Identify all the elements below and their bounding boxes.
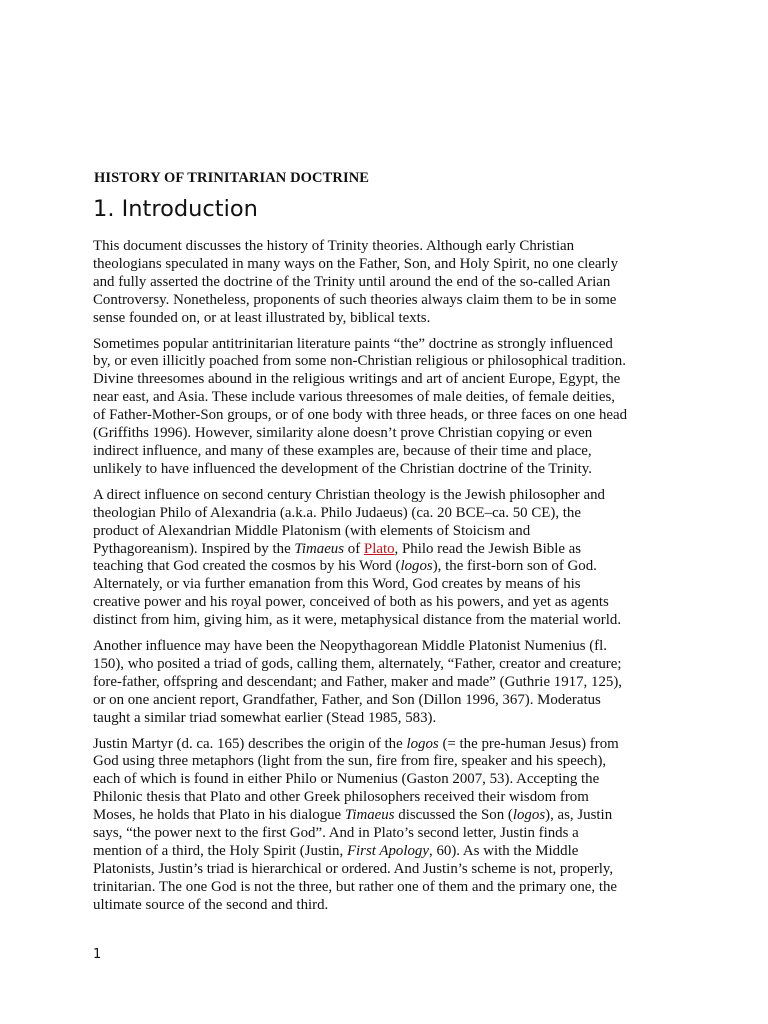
text-line: says, “the power next to the first God”. And in Plato’s second letter, Justin finds a <box>93 825 579 842</box>
text-line: ultimate source of the second and third. <box>93 896 329 913</box>
paragraph-1 <box>93 238 683 328</box>
text-line: or on one ancient report, Grandfather, Father, and Son (Dillon 1996, 367). Moderatus <box>93 691 601 708</box>
text-line <box>93 843 683 861</box>
text-line: This document discusses the history of Trinity theories. Although early Christian <box>93 238 575 254</box>
document-title: HISTORY OF TRINITARIAN DOCTRINE <box>94 170 370 186</box>
text-line <box>93 558 683 576</box>
text-line: sense founded on, or at least illustrated by, biblical texts. <box>93 309 431 326</box>
text-run: Justin Martyr (d. ca. 165) describes the origin of the <box>93 735 407 752</box>
text-line <box>93 736 683 754</box>
text-line: and fully asserted the doctrine of the Trinity until around the end of the so-called Arian <box>93 273 611 290</box>
text-run: Pythagoreanism). Inspired by the <box>93 540 295 557</box>
text-run: (= the pre-human Jesus) from <box>438 735 619 752</box>
text-line <box>93 807 683 825</box>
text-line: near east, and Asia. These include various threesomes of male deities, of female deities, <box>93 389 615 406</box>
italic-title: Timaeus <box>344 807 395 824</box>
text-run: teaching that God created the cosmos by his Word ( <box>93 558 401 575</box>
text-line: 150), who posited a triad of gods, calling them, alternately, “Father, creator and creature; <box>93 655 622 672</box>
text-line: (Griffiths 1996). However, similarity alone doesn’t prove Christian copying or even <box>93 425 593 442</box>
text-line: creative power and his royal power, conceived of both as his powers, and yet as agents <box>93 594 609 611</box>
text-line: Another influence may have been the Neopythagorean Middle Platonist Numenius (fl. <box>93 638 607 655</box>
text-run: Moses, he holds that Plato in his dialogue <box>93 807 345 824</box>
text-line: Platonists, Justin’s triad is hierarchical or ordered. And Justin’s scheme is not, properly, <box>93 860 614 877</box>
text-line: Alternately, or via further emanation from this Word, God creates by means of his <box>93 576 581 593</box>
text-line: fore-father, offspring and descendant; and Father, maker and made” (Guthrie 1917, 125), <box>93 673 623 690</box>
text-line: product of Alexandrian Middle Platonism (with elements of Stoicism and <box>93 522 531 539</box>
text-line: of Father-Mother-Son groups, or of one body with three heads, or three faces on one head <box>93 407 628 424</box>
text-line: indirect influence, and many of these examples are, because of their time and place, <box>93 442 592 459</box>
text-line: distinct from him, giving him, as it were, metaphysical distance from the material world. <box>93 612 622 629</box>
text-line: Controversy. Nonetheless, proponents of such theories always claim them to be in some <box>93 291 617 308</box>
italic-term: logos <box>400 558 433 575</box>
text-line <box>93 541 683 559</box>
document-body <box>93 238 683 923</box>
text-line: unlikely to have influenced the development of the Christian doctrine of the Trinity. <box>93 460 593 477</box>
paragraph-5 <box>93 736 683 915</box>
text-line: theologian Philo of Alexandria (a.k.a. Philo Judaeus) (ca. 20 BCE–ca. 50 CE), the <box>93 504 581 521</box>
text-line: A direct influence on second century Christian theology is the Jewish philosopher and <box>93 486 605 503</box>
text-line: each of which is found in either Philo or Numenius (Gaston 2007, 53). Accepting the <box>93 771 600 788</box>
text-line: God using three metaphors (light from the sun, fire from fire, speaker and his speech), <box>93 753 607 770</box>
text-line: Sometimes popular antitrinitarian literature paints “the” doctrine as strongly influenced <box>93 335 613 352</box>
text-run: mention of a third, the Holy Spirit (Justin, <box>93 843 347 859</box>
italic-term: logos <box>512 807 546 824</box>
text-line: Divine threesomes abound in the religious writings and art of ancient Europe, Egypt, the <box>93 371 621 388</box>
text-run: ), the first-born son of God. <box>432 558 597 575</box>
italic-term: logos <box>406 735 439 752</box>
paragraph-3 <box>93 487 683 630</box>
text-line: trinitarian. The one God is not the three, but rather one of them and the primary one, the <box>93 878 618 895</box>
text-run: of <box>344 540 364 557</box>
text-line: theologians speculated in many ways on the Father, Son, and Holy Spirit, no one clearly <box>93 255 619 272</box>
text-run: , Philo read the Jewish Bible as <box>394 540 582 557</box>
text-run: ), as, Justin <box>545 807 613 824</box>
plato-link[interactable]: Plato <box>363 540 395 557</box>
italic-title: Timaeus <box>294 540 345 557</box>
text-line: Philonic thesis that Plato and other Greek philosophers received their wisdom from <box>93 789 589 806</box>
text-line: taught a similar triad somewhat earlier (Stead 1985, 583). <box>93 709 437 726</box>
text-run: , 60). As with the Middle <box>429 843 579 859</box>
paragraph-4 <box>93 638 683 728</box>
page-number: 1 <box>93 947 102 962</box>
text-run: discussed the Son ( <box>394 807 513 824</box>
section-heading: 1. Introduction <box>93 196 258 222</box>
text-line: by, or even illicitly poached from some non-Christian religious or philosophical tradition. <box>93 353 626 370</box>
italic-title: First Apology <box>346 843 429 859</box>
paragraph-2 <box>93 336 683 479</box>
